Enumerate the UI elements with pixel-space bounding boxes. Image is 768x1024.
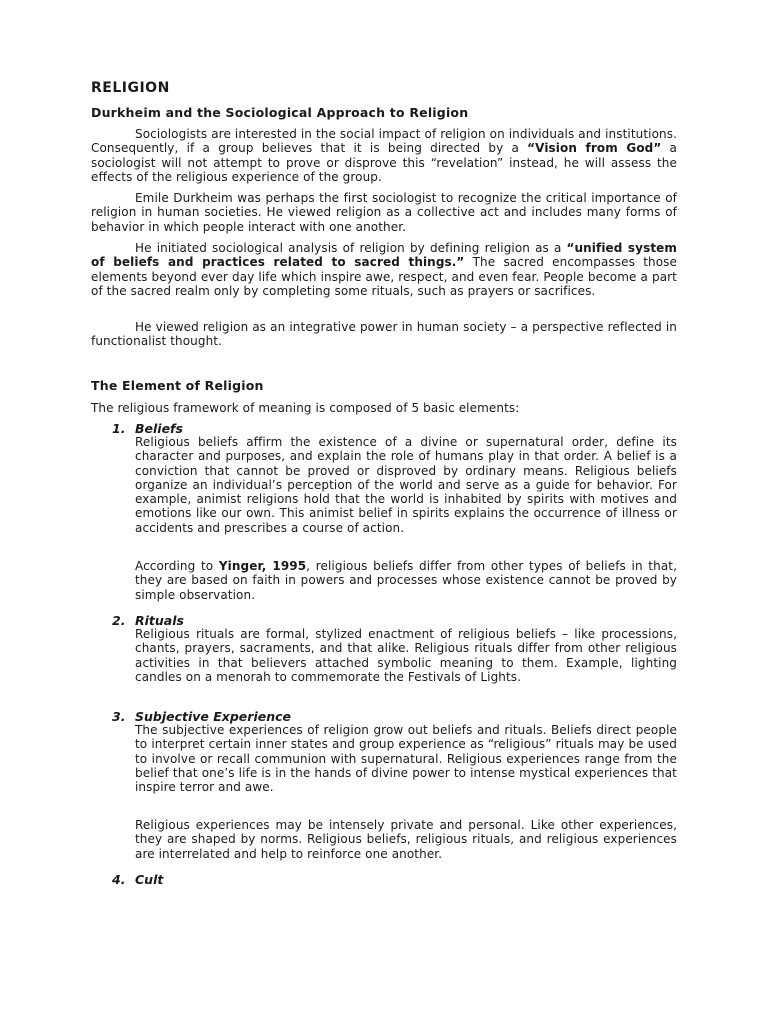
element-extra-subjective-experience: Religious experiences may be intensely private and personal. Like other experiences, they are shaped by norms. Religious beliefs, religious rituals, and religious experiences are interrelated and help to reinforce one another. <box>135 818 677 861</box>
intro-paragraph-4: He viewed religion as an integrative power in human society – a perspective reflected in functionalist thought. <box>91 320 677 349</box>
element-heading-rituals: 2. Rituals <box>112 613 184 628</box>
element-heading-subjective-experience: 3. Subjective Experience <box>112 709 291 724</box>
element-text-subjective-experience: The subjective experiences of religion grow out beliefs and rituals. Beliefs direct people to interpret certain inner states and group experience as “religious” rituals may be used to involve or recall communion with supernatural. Religious experiences range from the belief that one’s life is in the hands of divine power to intense mystical experiences that inspire terror and awe. <box>135 723 677 795</box>
intro-paragraph-1: Sociologists are interested in the social impact of religion on individuals and institutions. Consequently, if a group believes that it is being directed by a “Vision from God” a sociologist will not attempt to prove or disprove this “revelation” instead, he will assess the effects of the religious experience of the group. <box>91 127 677 184</box>
element-heading-cult: 4. Cult <box>112 872 164 887</box>
intro-paragraph-2: Emile Durkheim was perhaps the first sociologist to recognize the critical importance of religion in human societies. He viewed religion as a collective act and includes many forms of behavior in which people interact with one another. <box>91 191 677 234</box>
document-title: RELIGION <box>91 80 170 96</box>
intro-paragraph-3: He initiated sociological analysis of religion by defining religion as a “unified system of beliefs and practices related to sacred things.” The sacred encompasses those elements beyond ever day life which inspire awe, respect, and even fear. People become a part of the sacred realm only by completing some rituals, such as prayers or sacrifices. <box>91 241 678 298</box>
element-text-beliefs: Religious beliefs affirm the existence of a divine or supernatural order, define its character and purposes, and explain the role of humans play in that order. A belief is a conviction that cannot be proved or disproved by ordinary means. Religious beliefs organize an individual’s perception of the world and serve as a guide for behavior. For example, animist religions hold that the world is inhabited by spirits with motives and emotions like our own. This animist belief in spirits explains the occurrence of illness or accidents and prescribes a course of action. <box>135 435 677 535</box>
document-subtitle: Durkheim and the Sociological Approach to Religion <box>91 105 469 120</box>
element-heading-beliefs: 1. Beliefs <box>112 421 183 436</box>
section-lead: The religious framework of meaning is composed of 5 basic elements: <box>91 401 520 415</box>
element-extra-beliefs: According to Yinger, 1995, religious beliefs differ from other types of beliefs in that, they are based on faith in powers and processes whose existence cannot be proved by simple observation. <box>135 559 677 602</box>
element-text-rituals: Religious rituals are formal, stylized enactment of religious beliefs – like processions, chants, prayers, sacraments, and that alike. Religious rituals differ from other religious activities in that believers attached symbolic meaning to them. Example, lighting candles on a menorah to commemorate the Festivals of Lights. <box>135 627 677 684</box>
section-title: The Element of Religion <box>91 378 264 393</box>
